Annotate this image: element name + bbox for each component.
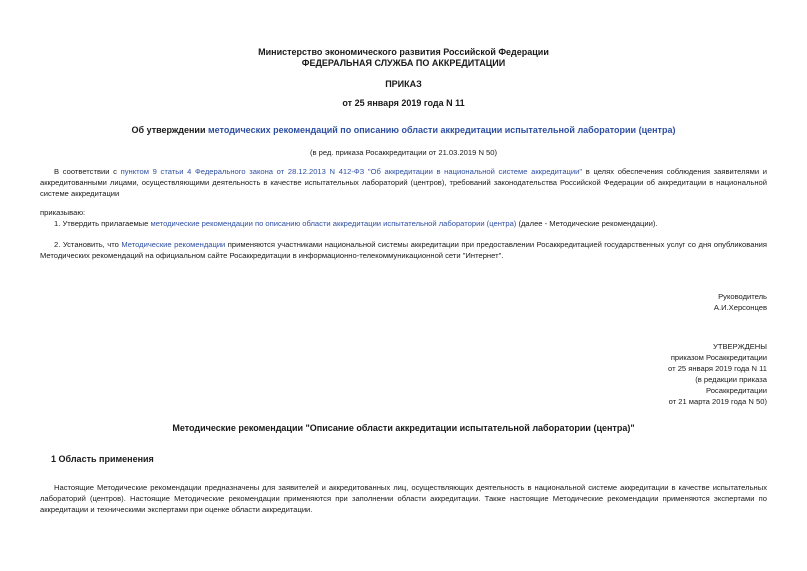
doc-type: ПРИКАЗ (385, 79, 422, 89)
signature-name: А.И.Херсонцев (713, 303, 767, 312)
doc-date: от 25 января 2019 года N 11 (342, 98, 465, 108)
approval-line-1: УТВЕРЖДЕНЫ (713, 342, 767, 351)
item-2 (40, 239, 767, 261)
approval-line-4: (в редакции приказа (695, 375, 767, 384)
item-2-text-2: применяются участниками национальной системы аккредитации при предоставлении Росаккредитацией государственных услуг со дня опубликования Методических рекомендаций на официальном сайте Росаккредитации в информационно-телекоммуникационной сети "Интернет". (40, 240, 767, 260)
item-2-link[interactable]: Методические рекомендации (121, 240, 226, 249)
preamble-text-1: В соответствии с (54, 167, 121, 176)
order-title-link[interactable]: методических рекомендаций по описанию области аккредитации испытательной лаборатории (центра) (208, 125, 676, 135)
signature-position: Руководитель (718, 292, 767, 301)
item-1-text-1: 1. Утвердить прилагаемые (54, 219, 151, 228)
order-title (0, 125, 807, 136)
item-1-link[interactable]: методические рекомендации по описанию области аккредитации испытательной лаборатории (центра) (150, 219, 517, 228)
edition-note: (в ред. приказа Росаккредитации от 21.03.2019 N 50) (309, 148, 498, 157)
approval-line-3: от 25 января 2019 года N 11 (668, 364, 767, 373)
preamble-text-2: в целях обеспечения соблюдения заявителями и аккредитованными лицами, осуществляющими деятельность в качестве испытательных лабораторий (центров), требований законодательства Российской Федерации об аккредитации в национальной системе аккредитации (40, 167, 767, 198)
preamble-law-link[interactable]: пунктом 9 статьи 4 Федерального закона от 28.12.2013 N 412-ФЗ "Об аккредитации в национальной системе аккредитации" (120, 167, 583, 176)
approval-line-2: приказом Росаккредитации (670, 353, 767, 362)
order-title-prefix: Об утверждении (131, 125, 208, 135)
preamble-paragraph (40, 166, 767, 199)
service-name: ФЕДЕРАЛЬНАЯ СЛУЖБА ПО АККРЕДИТАЦИИ (301, 58, 506, 68)
approval-line-5: Росаккредитации (705, 386, 767, 395)
section-1-heading: 1 Область применения (51, 454, 154, 464)
order-word: приказываю: (40, 208, 86, 217)
section-1-text: Настоящие Методические рекомендации предназначены для заявителей и аккредитованных лиц, осуществляющих деятельность в национальной системе аккредитации в качестве испытательных лабораторий (центров). Настоящие Методические рекомендации применяются при заполнении области аккредитации. Также настоящие Методические рекомендации применяются экспертами по аккредитации и техническими экспертами при оценке области аккредитации. (40, 483, 767, 514)
item-1 (40, 218, 767, 229)
ministry-name: Министерство экономического развития Российской Федерации (258, 47, 549, 57)
item-1-text-2: (далее - Методические рекомендации). (516, 219, 658, 228)
item-2-text-1: 2. Установить, что (54, 240, 122, 249)
approval-line-6: от 21 марта 2019 года N 50) (668, 397, 767, 406)
recommendations-title: Методические рекомендации "Описание области аккредитации испытательной лаборатории (центра)" (172, 423, 635, 433)
